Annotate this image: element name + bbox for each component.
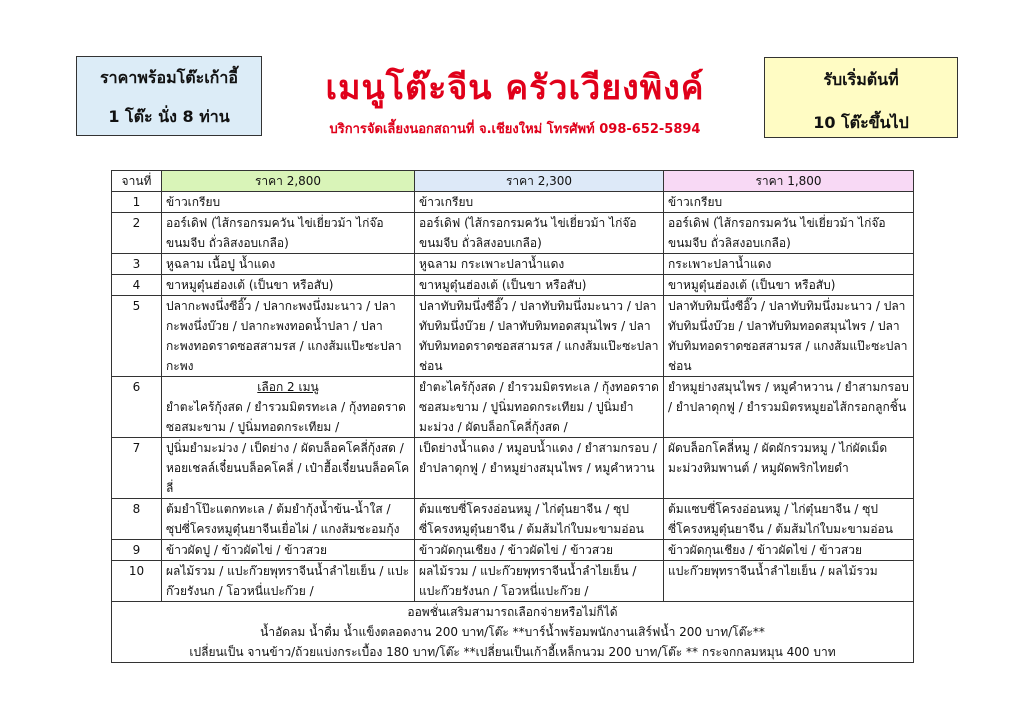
dish-no: 9 — [112, 540, 162, 561]
options-row — [112, 602, 914, 663]
menu-2300-cell: ขาหมูตุ๋นฮ่องเต้ (เป็นขา หรือสับ) — [415, 275, 664, 296]
menu-1800-cell: ขาหมูตุ๋นฮ่องเต้ (เป็นขา หรือสับ) — [664, 275, 914, 296]
table-row — [112, 213, 914, 254]
menu-2300-cell: ออร์เดิฟ (ไส้กรอกรมควัน ไข่เยี่ยวม้า ไก่จ๊อ ขนมจีบ ถั่วลิสงอบเกลือ) — [415, 213, 664, 254]
menu-2300-cell: ต้มแซบซี่โครงอ่อนหมู / ไก่ตุ๋นยาจีน / ซุปซี่โครงหมูตุ๋นยาจีน / ต้มส้มไก่ใบมะขามอ่อน — [415, 499, 664, 540]
menu-2800-options: ยำตะไคร้กุ้งสด / ยำรวมมิตรทะเล / กุ้งทอดราดซอสมะขาม / ปูนิ่มทอดกระเทียม / — [166, 400, 406, 434]
dish-no: 7 — [112, 438, 162, 499]
dish-no: 5 — [112, 296, 162, 377]
choose-two-note: เลือก 2 เมนู — [257, 380, 319, 394]
table-row — [112, 192, 914, 213]
seating-info-line2: 1 โต๊ะ นั่ง 8 ท่าน — [108, 107, 230, 126]
menu-2800-cell: ข้าวผัดปู / ข้าวผัดไข่ / ข้าวสวย — [162, 540, 415, 561]
page-subtitle: บริการจัดเลี้ยงนอกสถานที่ จ.เชียงใหม่ โทรศัพท์ 098-652-5894 — [329, 122, 701, 137]
menu-1800-cell: ยำหมูย่างสมุนไพร / หมูคำหวาน / ยำสามกรอบ / ยำปลาดุกฟู / ยำรวมมิตรหมูยอไส้กรอกลูกชิ้น — [664, 377, 914, 438]
dish-no: 8 — [112, 499, 162, 540]
dish-no: 4 — [112, 275, 162, 296]
dish-no: 3 — [112, 254, 162, 275]
menu-2300-cell: ปลาทับทิมนึ่งซีอิ๊ว / ปลาทับทิมนึ่งมะนาว / ปลาทับทิมนึ่งบ๊วย / ปลาทับทิมทอดสมุนไพร / ปลาทับทิมทอดราดซอสสามรส / แกงส้มแป๊ะซะปลาช่อน — [415, 296, 664, 377]
dish-no: 2 — [112, 213, 162, 254]
menu-2800-cell: ขาหมูตุ๋นฮ่องเต้ (เป็นขา หรือสับ) — [162, 275, 415, 296]
menu-2300-cell: ผลไม้รวม / แปะก๊วยพุทราจีนน้ำลำไยเย็น / แปะก๊วยรังนก / โอวหนี่แปะก๊วย / — [415, 561, 664, 602]
options-line1: น้ำอัดลม น้ำดื่ม น้ำแข็งตลอดงาน 200 บาท/โต๊ะ **บาร์น้ำพร้อมพนักงานเสิร์ฟน้ำ 200 บาท/โต๊ะ** — [260, 625, 765, 639]
menu-2800-cell: ปูนิ่มยำมะม่วง / เป็ดย่าง / ผัดบล็อคโคลี่กุ้งสด / หอยเชลล์เจี๋ยนบล็อคโคลี่ / เป๋าฮื้อเจี๋ยนบล็อคโคลี่ — [162, 438, 415, 499]
table-header-row — [112, 171, 914, 192]
header-price-2300: ราคา 2,300 — [415, 171, 664, 192]
table-row — [112, 254, 914, 275]
menu-2300-cell: ข้าวผัดกุนเชียง / ข้าวผัดไข่ / ข้าวสวย — [415, 540, 664, 561]
table-row — [112, 561, 914, 602]
menu-1800-cell: ปลาทับทิมนึ่งซีอิ๊ว / ปลาทับทิมนึ่งมะนาว / ปลาทับทิมนึ่งบ๊วย / ปลาทับทิมทอดสมุนไพร / ปลาทับทิมทอดราดซอสสามรส / แกงส้มแป๊ะซะปลาช่อน — [664, 296, 914, 377]
page-title: เมนูโต๊ะจีน ครัวเวียงพิงค์ — [325, 68, 705, 108]
menu-2300-cell: ข้าวเกรียบ — [415, 192, 664, 213]
menu-2800-cell: ผลไม้รวม / แปะก๊วยพุทราจีนน้ำลำไยเย็น / แปะก๊วยรังนก / โอวหนี่แปะก๊วย / — [162, 561, 415, 602]
menu-2800-cell: ข้าวเกรียบ — [162, 192, 415, 213]
menu-1800-cell: ผัดบล็อกโคลี่หมู / ผัดผักรวมหมู / ไก่ผัดเม็ดมะม่วงหิมพานต์ / หมูผัดพริกไทยดำ — [664, 438, 914, 499]
header-price-2800: ราคา 2,800 — [162, 171, 415, 192]
table-row — [112, 377, 914, 438]
table-row — [112, 438, 914, 499]
header-dish-no: จานที่ — [112, 171, 162, 192]
menu-2800-cell: หูฉลาม เนื้อปู น้ำแดง — [162, 254, 415, 275]
menu-2800-cell — [162, 377, 415, 438]
dish-no: 10 — [112, 561, 162, 602]
menu-1800-cell: ข้าวผัดกุนเชียง / ข้าวผัดไข่ / ข้าวสวย — [664, 540, 914, 561]
dish-no: 6 — [112, 377, 162, 438]
menu-1800-cell: แปะก๊วยพุทราจีนน้ำลำไยเย็น / ผลไม้รวม — [664, 561, 914, 602]
menu-2300-cell: เป็ดย่างน้ำแดง / หมูอบน้ำแดง / ยำสามกรอบ / ยำปลาดุกฟู / ยำหมูย่างสมุนไพร / หมูคำหวาน — [415, 438, 664, 499]
minimum-order-line1: รับเริ่มต้นที่ — [823, 70, 899, 89]
menu-1800-cell: ต้มแซบซี่โครงอ่อนหมู / ไก่ตุ๋นยาจีน / ซุปซี่โครงหมูตุ๋นยาจีน / ต้มส้มไก่ใบมะขามอ่อน — [664, 499, 914, 540]
menu-2800-cell: ออร์เดิฟ (ไส้กรอกรมควัน ไข่เยี่ยวม้า ไก่จ๊อ ขนมจีบ ถั่วลิสงอบเกลือ) — [162, 213, 415, 254]
options-line2: เปลี่ยนเป็น จานข้าว/ถ้วยแบ่งกระเบื้อง 180 บาท/โต๊ะ **เปลี่ยนเป็นเก้าอี้เหล็กนวม 200 บาท/โต๊ะ ** กระจกกลมหมุน 400 บาท — [189, 645, 836, 659]
seating-info-line1: ราคาพร้อมโต๊ะเก้าอี้ — [100, 68, 238, 87]
menu-1800-cell: ข้าวเกรียบ — [664, 192, 914, 213]
menu-2300-cell: หูฉลาม กระเพาะปลาน้ำแดง — [415, 254, 664, 275]
dish-no: 1 — [112, 192, 162, 213]
minimum-order-box — [764, 57, 958, 138]
table-row — [112, 499, 914, 540]
minimum-order-line2: 10 โต๊ะขึ้นไป — [813, 113, 909, 132]
table-row — [112, 296, 914, 377]
menu-1800-cell: กระเพาะปลาน้ำแดง — [664, 254, 914, 275]
options-cell — [112, 602, 914, 663]
options-title: ออพชั่นเสริมสามารถเลือกจ่ายหรือไม่ก็ได้ — [407, 605, 618, 619]
table-row — [112, 540, 914, 561]
menu-2800-cell: ปลากะพงนึ่งซีอิ๊ว / ปลากะพงนึ่งมะนาว / ปลากะพงนึ่งบ๊วย / ปลากะพงทอดน้ำปลา / ปลากะพงทอดราดซอสสามรส / แกงส้มแป๊ะซะปลากะพง — [162, 296, 415, 377]
table-row — [112, 275, 914, 296]
menu-2300-cell: ยำตะไคร้กุ้งสด / ยำรวมมิตรทะเล / กุ้งทอดราดซอสมะขาม / ปูนิ่มทอดกระเทียม / ปูนิ่มยำมะม่วง / ผัดบล็อกโคลี่กุ้งสด / — [415, 377, 664, 438]
seating-info-box — [76, 56, 262, 136]
menu-1800-cell: ออร์เดิฟ (ไส้กรอกรมควัน ไข่เยี่ยวม้า ไก่จ๊อ ขนมจีบ ถั่วลิสงอบเกลือ) — [664, 213, 914, 254]
menu-table — [111, 170, 914, 663]
header-price-1800: ราคา 1,800 — [664, 171, 914, 192]
menu-2800-cell: ต้มยำโป๊ะแตกทะเล / ต้มยำกุ้งน้ำข้น-น้ำใส / ซุปซี่โครงหมูตุ๋นยาจีนเยื่อไผ่ / แกงส้มชะอมกุ้ง — [162, 499, 415, 540]
